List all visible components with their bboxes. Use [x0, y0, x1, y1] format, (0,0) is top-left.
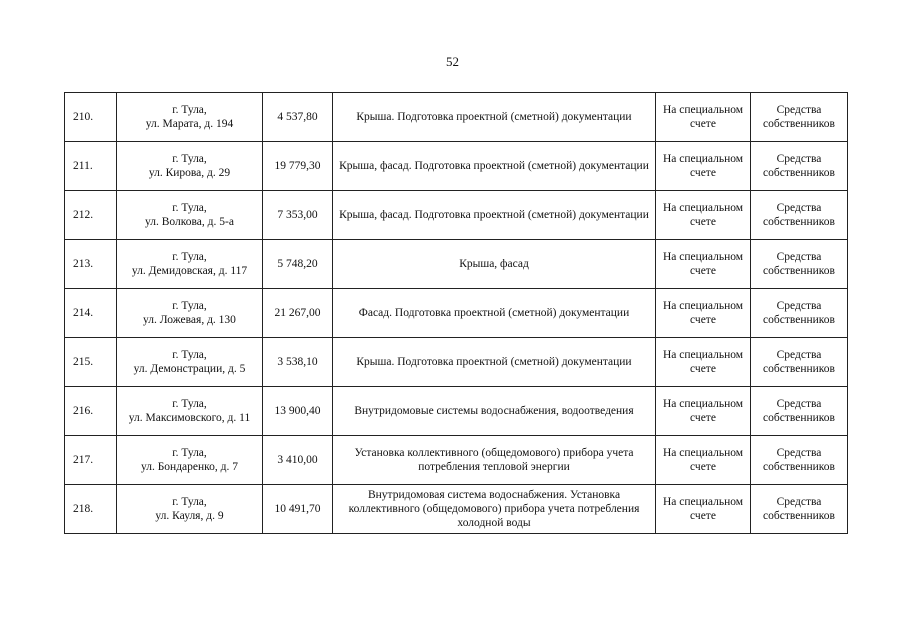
- funding-source-cell: Средства собственников: [751, 338, 848, 387]
- address-cell: [117, 387, 263, 436]
- amount-cell: 13 900,40: [263, 387, 333, 436]
- table-row: [65, 436, 848, 485]
- work-type-cell: Крыша, фасад. Подготовка проектной (сметной) документации: [333, 191, 656, 240]
- address-city: г. Тула,: [172, 349, 207, 361]
- amount-cell: 10 491,70: [263, 485, 333, 534]
- account-cell: На специальном счете: [656, 387, 751, 436]
- table-row: [65, 240, 848, 289]
- amount-cell: 19 779,30: [263, 142, 333, 191]
- address-city: г. Тула,: [172, 251, 207, 263]
- row-number-cell: 214.: [65, 289, 117, 338]
- amount-cell: 4 537,80: [263, 93, 333, 142]
- address-city: г. Тула,: [172, 202, 207, 214]
- work-type-cell: Внутридомовые системы водоснабжения, водоотведения: [333, 387, 656, 436]
- row-number-cell: 210.: [65, 93, 117, 142]
- row-number-cell: 217.: [65, 436, 117, 485]
- work-type-cell: Крыша. Подготовка проектной (сметной) документации: [333, 338, 656, 387]
- funding-source-cell: Средства собственников: [751, 485, 848, 534]
- table-row: [65, 338, 848, 387]
- account-cell: На специальном счете: [656, 93, 751, 142]
- address-street: ул. Максимовского, д. 11: [128, 412, 251, 424]
- address-street: ул. Волкова, д. 5-а: [145, 216, 234, 228]
- capital-repair-table: [64, 92, 848, 534]
- work-type-cell: Крыша. Подготовка проектной (сметной) документации: [333, 93, 656, 142]
- account-cell: На специальном счете: [656, 289, 751, 338]
- address-street: ул. Демонстрации, д. 5: [133, 363, 246, 375]
- address-cell: [117, 142, 263, 191]
- table-row: [65, 387, 848, 436]
- address-street: ул. Ложевая, д. 130: [143, 314, 236, 326]
- amount-cell: 3 410,00: [263, 436, 333, 485]
- address-city: г. Тула,: [172, 496, 207, 508]
- account-cell: На специальном счете: [656, 240, 751, 289]
- address-cell: [117, 485, 263, 534]
- row-number-cell: 212.: [65, 191, 117, 240]
- row-number-cell: 213.: [65, 240, 117, 289]
- funding-source-cell: Средства собственников: [751, 93, 848, 142]
- row-number-cell: 216.: [65, 387, 117, 436]
- account-cell: На специальном счете: [656, 191, 751, 240]
- table-row: [65, 191, 848, 240]
- funding-source-cell: Средства собственников: [751, 387, 848, 436]
- address-city: г. Тула,: [172, 398, 207, 410]
- address-cell: [117, 289, 263, 338]
- account-cell: На специальном счете: [656, 485, 751, 534]
- address-cell: [117, 338, 263, 387]
- account-cell: На специальном счете: [656, 436, 751, 485]
- funding-source-cell: Средства собственников: [751, 142, 848, 191]
- address-city: г. Тула,: [172, 447, 207, 459]
- work-type-cell: Внутридомовая система водоснабжения. Установка коллективного (общедомового) прибора учета потребления холодной воды: [333, 485, 656, 534]
- address-city: г. Тула,: [172, 153, 207, 165]
- funding-source-cell: Средства собственников: [751, 289, 848, 338]
- work-type-cell: Фасад. Подготовка проектной (сметной) документации: [333, 289, 656, 338]
- row-number-cell: 218.: [65, 485, 117, 534]
- address-street: ул. Демидовская, д. 117: [131, 265, 248, 277]
- row-number-cell: 211.: [65, 142, 117, 191]
- funding-source-cell: Средства собственников: [751, 240, 848, 289]
- amount-cell: 3 538,10: [263, 338, 333, 387]
- address-cell: [117, 240, 263, 289]
- address-street: ул. Кирова, д. 29: [148, 167, 231, 179]
- table-row: [65, 93, 848, 142]
- account-cell: На специальном счете: [656, 142, 751, 191]
- address-street: ул. Кауля, д. 9: [155, 510, 224, 522]
- address-city: г. Тула,: [172, 104, 207, 116]
- table-row: [65, 142, 848, 191]
- address-street: ул. Бондаренко, д. 7: [140, 461, 239, 473]
- work-type-cell: Установка коллективного (общедомового) прибора учета потребления тепловой энергии: [333, 436, 656, 485]
- row-number-cell: 215.: [65, 338, 117, 387]
- address-cell: [117, 436, 263, 485]
- address-city: г. Тула,: [172, 300, 207, 312]
- work-type-cell: Крыша, фасад: [333, 240, 656, 289]
- funding-source-cell: Средства собственников: [751, 436, 848, 485]
- funding-source-cell: Средства собственников: [751, 191, 848, 240]
- address-cell: [117, 191, 263, 240]
- work-type-cell: Крыша, фасад. Подготовка проектной (сметной) документации: [333, 142, 656, 191]
- table-row: [65, 289, 848, 338]
- account-cell: На специальном счете: [656, 338, 751, 387]
- amount-cell: 5 748,20: [263, 240, 333, 289]
- page-number: 52: [446, 54, 459, 69]
- address-cell: [117, 93, 263, 142]
- table-row: [65, 485, 848, 534]
- address-street: ул. Марата, д. 194: [145, 118, 234, 130]
- amount-cell: 21 267,00: [263, 289, 333, 338]
- amount-cell: 7 353,00: [263, 191, 333, 240]
